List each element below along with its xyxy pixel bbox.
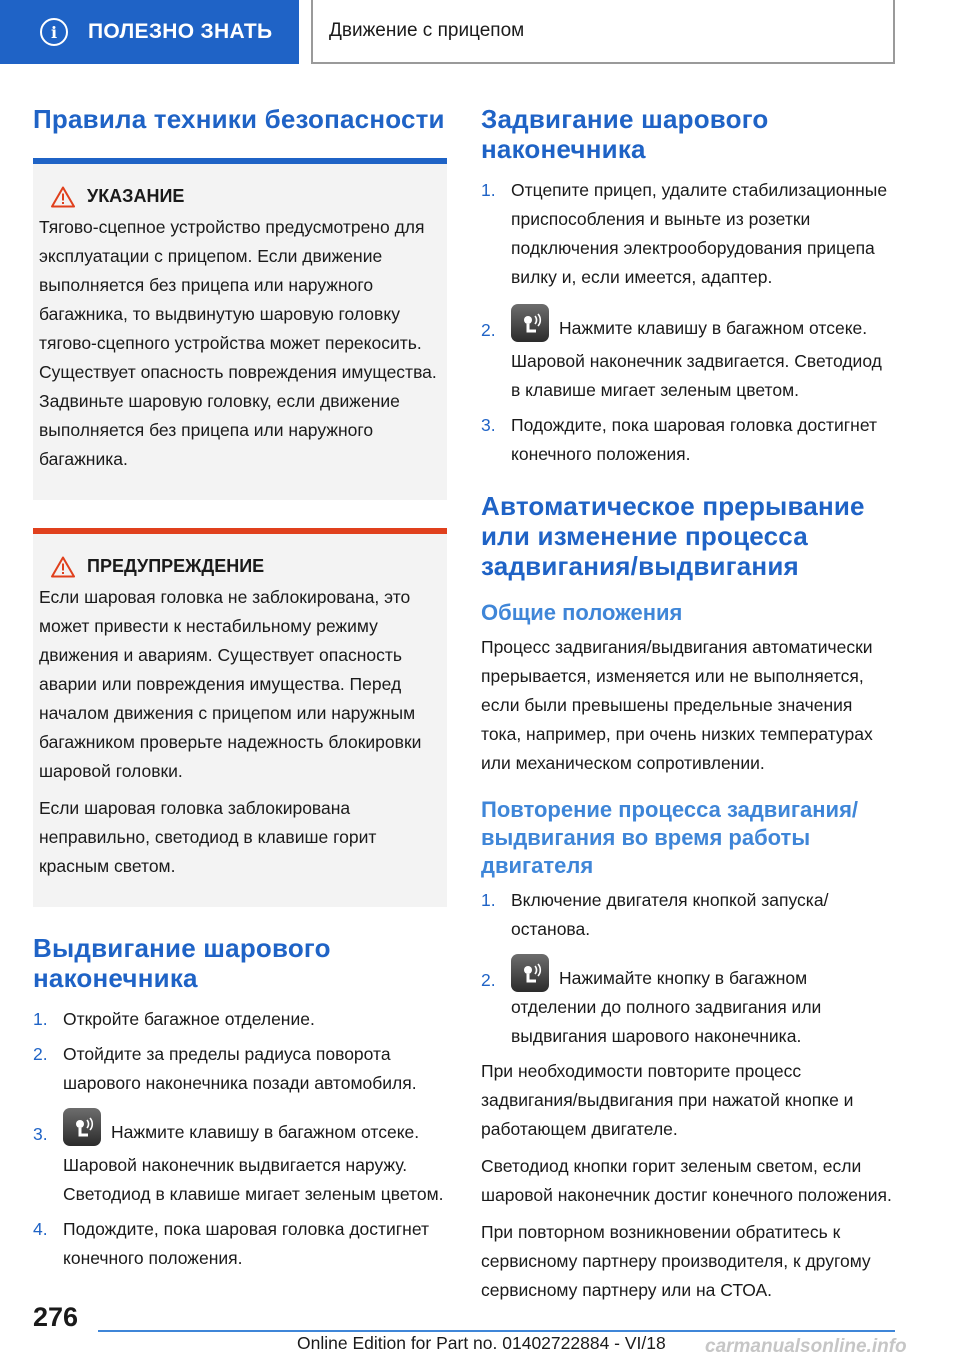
list-item: 3. Нажмите клавишу в багажном отсеке. Шаровой наконечник выдвигается наружу. Светодиод в клавише мигает зеленым цветом.: [33, 1108, 447, 1209]
retract-title: Задвигание шарового наконечника: [481, 104, 769, 164]
repeat-paragraph-1: При необходимости повторите процесс задвигания/выдвигания при нажатой кнопке и работающем двигателе.: [481, 1061, 854, 1139]
general-title: Общие положения: [481, 600, 683, 625]
watermark: carmanualsonline.info: [705, 1336, 907, 1357]
list-item: 1. Откройте багажное отделение.: [33, 1009, 315, 1029]
safety-title: Правила техники безопасности: [33, 104, 445, 134]
extend-steps: [33, 1005, 447, 1273]
footer-divider: [98, 1330, 895, 1332]
section-tab-label: ПОЛЕЗНО ЗНАТЬ: [88, 20, 273, 43]
list-item: 2. Нажимайте кнопку в багажном отделении до полного задвигания или выдвигания шарового наконечника.: [481, 954, 895, 1051]
auto-interrupt-title: Автоматическое прерывание или изменение процесса задвигания/выдвигания: [481, 491, 865, 581]
page-number: 276: [33, 1302, 79, 1332]
warning-heading: [39, 552, 441, 581]
tow-hitch-button-icon: [511, 954, 549, 992]
list-item: 2. Нажмите клавишу в багажном отсеке. Шаровой наконечник задвигается. Светодиод в клавише мигает зеленым цветом.: [481, 304, 895, 405]
repeat-paragraph-3: При повторном возникновении обратитесь к сервисному партнеру производителя, к другому сервисному партнеру или на СТОА.: [481, 1222, 871, 1300]
list-item: 4. Подождите, пока шаровая головка достигнет конечного положения.: [33, 1219, 430, 1268]
list-item: 1. Включение двигателя кнопкой запуска/останова.: [481, 890, 829, 939]
edition-text: Online Edition for Part no. 01402722884 - VI/18: [297, 1333, 666, 1353]
warning-text-2: Если шаровая головка заблокирована неправильно, светодиод в клавише горит красным светом.: [39, 798, 377, 876]
notice-heading-text: УКАЗАНИЕ: [87, 186, 185, 206]
list-item: 2. Отойдите за пределы радиуса поворота шарового наконечника позади автомобиля.: [33, 1044, 417, 1093]
repeat-steps: [481, 886, 895, 1051]
warning-triangle-icon: [51, 186, 75, 208]
repeat-paragraph-2: Светодиод кнопки горит зеленым светом, если шаровой наконечник достиг конечного положения.: [481, 1156, 892, 1205]
tow-hitch-button-icon: [511, 304, 549, 342]
tow-hitch-button-icon: [63, 1108, 101, 1146]
chapter-title: Движение с прицепом: [311, 0, 895, 64]
warning-heading-text: ПРЕДУПРЕЖДЕНИЕ: [87, 556, 265, 576]
warning-triangle-icon: [51, 556, 75, 578]
left-column: [33, 100, 447, 1279]
extend-title: Выдвигание шарового наконечника: [33, 933, 331, 993]
list-item: 3. Подождите, пока шаровая головка достигнет конечного положения.: [481, 415, 878, 464]
notice-text: Тягово-сцепное устройство предусмотрено для эксплуатации с прицепом. Если движение выполняется без прицепа или наружного багажника, то выдвинутую шаровую головку тягово-сцепного устройства может перекосить. Существует опасность повреждения имущества. Задвиньте шаровую головку, если движение выполняется без прицепа или наружного багажника.: [39, 217, 437, 469]
section-tab: [0, 0, 299, 64]
notice-box: [33, 158, 447, 500]
list-item: 1. Отцепите прицеп, удалите стабилизационные приспособления и выньте из розетки подключения электрооборудования прицепа вилку и, если имеется, адаптер.: [481, 180, 888, 287]
general-text: Процесс задвигания/выдвигания автоматически прерывается, изменяется или не выполняется, если были превышены предельные значения тока, например, при очень низких температурах или механическом сопротивлении.: [481, 637, 873, 773]
repeat-title: Повторение процесса задвигания/выдвигания во время работы двигателя: [481, 797, 859, 878]
warning-box: [33, 528, 447, 907]
info-icon: i: [40, 18, 68, 46]
retract-steps: [481, 176, 895, 469]
right-column: [481, 100, 895, 1313]
warning-text-1: Если шаровая головка не заблокирована, это может привести к нестабильному режиму движения и авариям. Существует опасность аварии или повреждения имущества. Перед началом движения с прицепом или наружным багажником проверьте надежность блокировки шаровой головки.: [39, 587, 422, 781]
notice-heading: [39, 182, 441, 211]
